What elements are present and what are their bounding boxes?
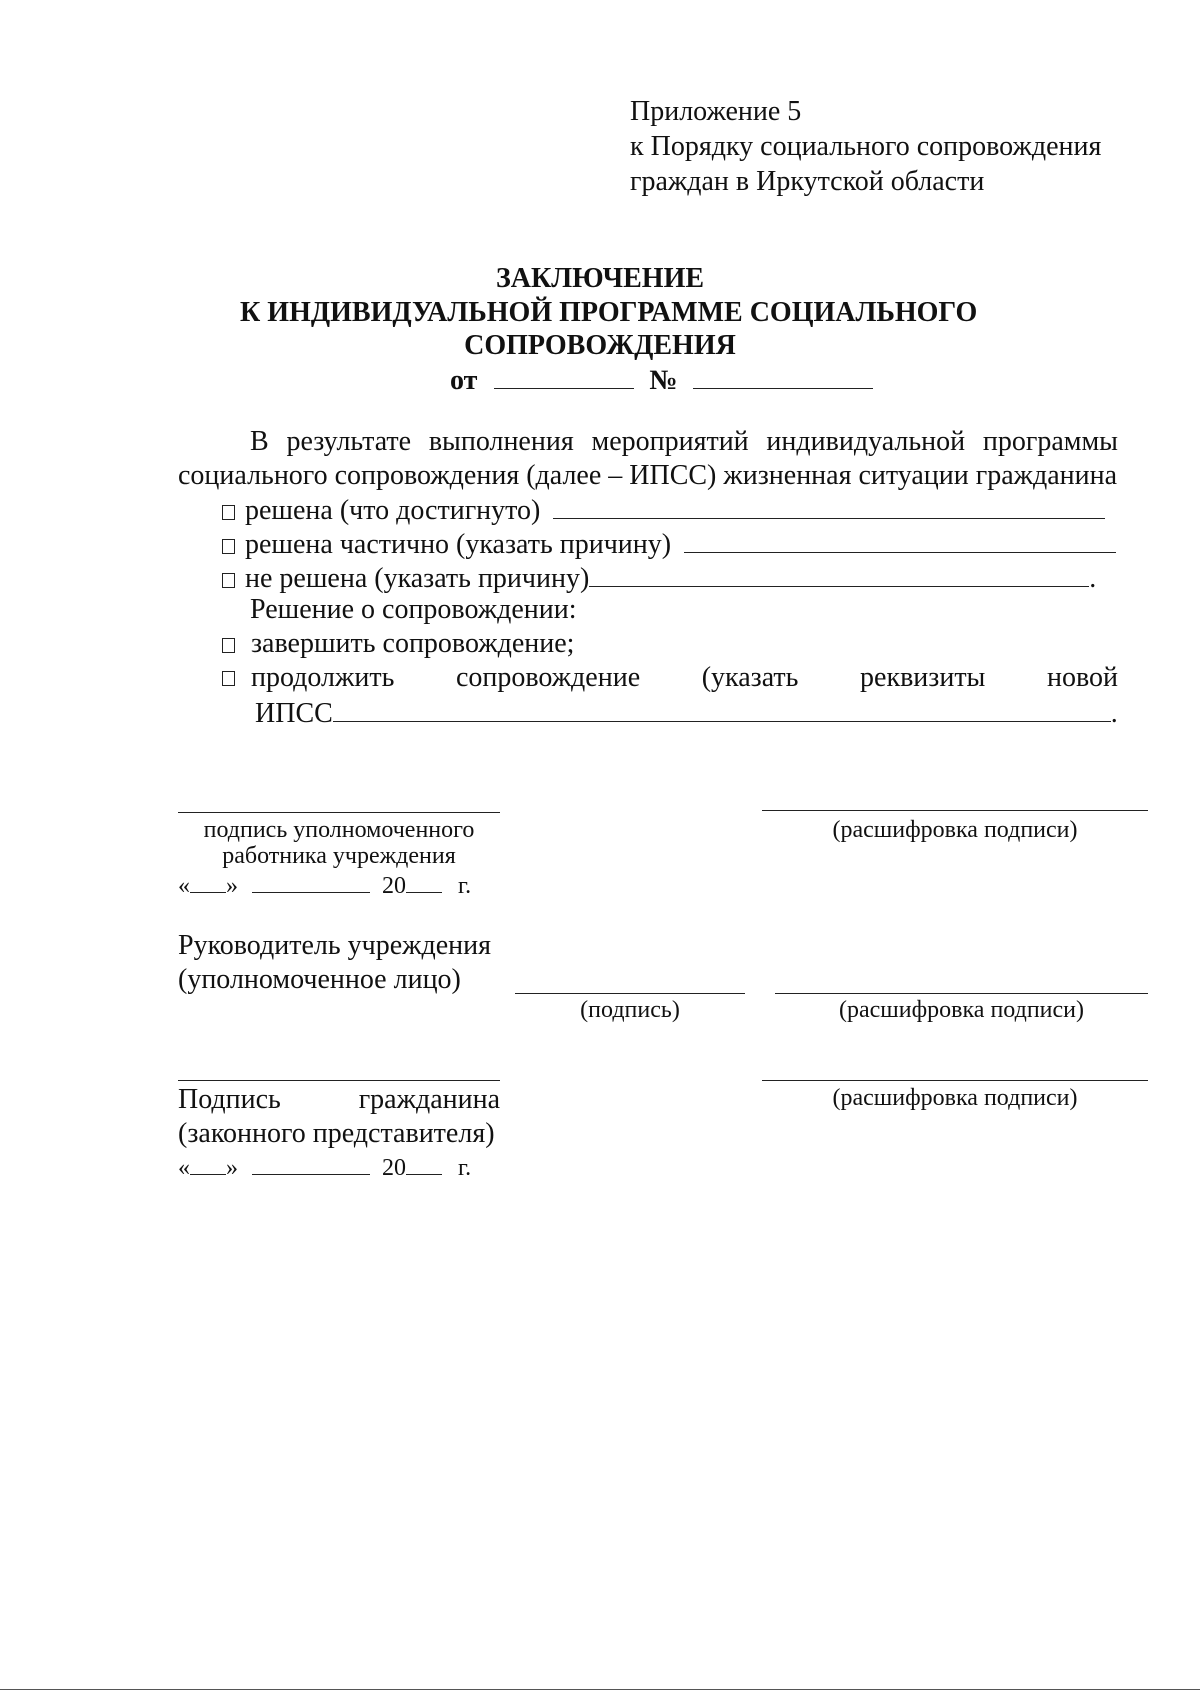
decision-finish [222, 627, 574, 661]
worker-decode-line[interactable] [762, 810, 1148, 811]
decision-finish-label: завершить сопровождение; [251, 628, 575, 659]
title-date-number-line [450, 362, 873, 398]
head-signature-line[interactable] [515, 993, 745, 994]
citizen-decode-caption: (расшифровка подписи) [832, 1085, 1078, 1111]
citizen-label-1 [178, 1083, 500, 1117]
title-line-3: СОПРОВОЖДЕНИЯ [464, 330, 736, 361]
paragraph-line-1 [250, 425, 1118, 459]
option-partial [222, 526, 1116, 562]
option-partial-blank[interactable] [684, 526, 1116, 553]
decision-continue [222, 661, 1118, 695]
continue-word: продолжить [251, 662, 395, 693]
continue-word: новой [1046, 662, 1118, 693]
decision-continue-ipss [255, 695, 1118, 731]
para-word: программы [982, 426, 1118, 457]
quote-close: » [226, 873, 238, 899]
para-word: мероприятий [591, 426, 749, 457]
citizen-signature-line[interactable] [178, 1080, 500, 1081]
day-blank[interactable] [190, 1152, 226, 1175]
option-solved [222, 492, 1105, 528]
year-prefix: 20 [382, 873, 406, 899]
option-solved-blank[interactable] [553, 492, 1105, 519]
year-suffix: г. [458, 873, 472, 899]
citizen-word: гражданина [358, 1084, 500, 1115]
year-prefix: 20 [382, 1155, 406, 1181]
continue-word: реквизиты [860, 662, 986, 693]
date-blank[interactable] [494, 362, 634, 389]
year-suffix: г. [458, 1155, 472, 1181]
ipss-blank[interactable] [333, 695, 1111, 722]
ipss-label: ИПСС [255, 698, 333, 729]
option-not-solved [222, 560, 1096, 596]
quote-open: « [178, 873, 190, 899]
appendix-line-2: к Порядку социального сопровождения [630, 131, 1102, 162]
period: . [1110, 698, 1118, 729]
worker-caption-2: работника учреждения [222, 843, 456, 869]
continue-word: (указать [701, 662, 799, 693]
worker-signature-line[interactable] [178, 812, 500, 813]
option-not-solved-label: не решена (указать причину) [245, 563, 590, 594]
page-bottom-edge [0, 1689, 1200, 1690]
year-blank[interactable] [406, 870, 442, 893]
head-label-2: (уполномоченное лицо) [178, 964, 461, 995]
from-label: от [450, 365, 478, 396]
decision-label: Решение о сопровождении: [250, 594, 577, 625]
head-decode-line[interactable] [775, 993, 1148, 994]
month-blank[interactable] [252, 1152, 370, 1175]
para-word: выполнения [428, 426, 574, 457]
checkbox-partial[interactable] [222, 539, 235, 554]
quote-open: « [178, 1155, 190, 1181]
citizen-word: Подпись [178, 1084, 281, 1115]
head-label-1: Руководитель учреждения [178, 930, 491, 961]
quote-close: » [226, 1155, 238, 1181]
worker-decode-caption: (расшифровка подписи) [832, 817, 1078, 843]
para-word: результате [286, 426, 412, 457]
checkbox-not-solved[interactable] [222, 573, 235, 588]
number-label: № [649, 365, 678, 396]
paragraph-line-2: социального сопровождения (далее – ИПСС) жизненная ситуации гражданина [178, 460, 1118, 491]
day-blank[interactable] [190, 870, 226, 893]
option-not-solved-blank[interactable] [589, 560, 1089, 587]
number-blank[interactable] [693, 362, 873, 389]
title-line-2: К ИНДИВИДУАЛЬНОЙ ПРОГРАММЕ СОЦИАЛЬНОГО [240, 297, 978, 328]
checkbox-continue[interactable] [222, 671, 235, 686]
checkbox-solved[interactable] [222, 505, 235, 520]
para-word: В [250, 426, 269, 457]
head-decode-caption: (расшифровка подписи) [839, 997, 1084, 1023]
citizen-label-2: (законного представителя) [178, 1118, 495, 1149]
month-blank[interactable] [252, 870, 370, 893]
citizen-decode-line[interactable] [762, 1080, 1148, 1081]
option-solved-label: решена (что достигнуто) [245, 495, 541, 526]
option-partial-label: решена частично (указать причину) [245, 529, 672, 560]
worker-date [178, 870, 471, 900]
para-word: индивидуальной [766, 426, 966, 457]
appendix-line-3: граждан в Иркутской области [630, 166, 985, 197]
title-line-1: ЗАКЛЮЧЕНИЕ [495, 263, 705, 294]
continue-word: сопровождение [455, 662, 641, 693]
year-blank[interactable] [406, 1152, 442, 1175]
worker-caption-1: подпись уполномоченного [203, 817, 475, 843]
checkbox-finish[interactable] [222, 638, 235, 653]
head-signature-caption: (подпись) [580, 997, 680, 1023]
period: . [1089, 563, 1097, 594]
appendix-line-1: Приложение 5 [630, 96, 802, 127]
citizen-date [178, 1152, 471, 1182]
